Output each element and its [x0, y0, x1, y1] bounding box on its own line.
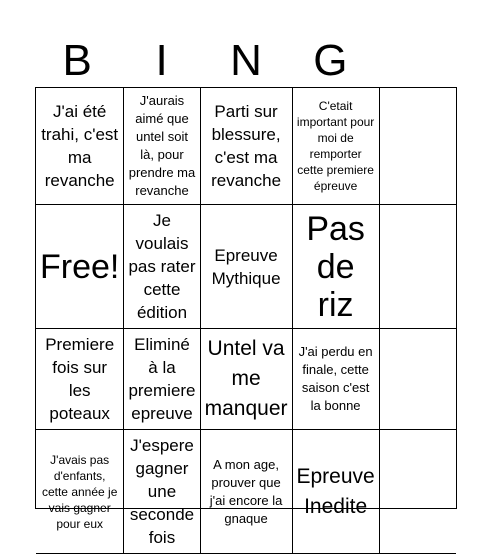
- cell-text: J'espere gagner une seconde fois: [129, 436, 195, 547]
- cell-text: A mon age, prouver que j'ai encore la gnaque: [209, 456, 283, 526]
- bingo-cell-r4c2[interactable]: [124, 430, 200, 554]
- cell-text: Untel va me manquer: [204, 337, 288, 420]
- cell-text: J'ai perdu en finale, cette saison c'est la bonne: [298, 344, 373, 413]
- bingo-cell-r1c5[interactable]: [380, 88, 456, 205]
- cell-text: Eliminé à la premiere epreuve: [128, 335, 196, 423]
- header-letter-n: N: [230, 36, 262, 85]
- header-letter-g: G: [313, 36, 348, 85]
- cell-text: C'etait important pour moi de remporter cette premiere épreuve: [296, 99, 375, 193]
- cell-text: Epreuve Inedite: [296, 464, 375, 518]
- cell-text: J'ai été trahi, c'est ma revanche: [41, 102, 119, 190]
- bingo-cell-r3c1[interactable]: [36, 329, 124, 430]
- bingo-cell-r4c3[interactable]: [201, 430, 293, 554]
- bingo-cell-r4c4[interactable]: [293, 430, 380, 554]
- cell-text: Je voulais pas rater cette édition: [128, 211, 196, 322]
- cell-text: Premiere fois sur les poteaux: [45, 335, 115, 423]
- header-letter-b: B: [62, 36, 92, 85]
- bingo-cell-r2c4[interactable]: [293, 205, 380, 329]
- cell-text: Epreuve Mythique: [211, 245, 281, 288]
- cell-text: J'avais pas d'enfants, cette année je vais gagner pour eux: [41, 452, 118, 531]
- bingo-cell-r2c1[interactable]: [36, 205, 124, 329]
- bingo-cell-r3c5[interactable]: [380, 329, 456, 430]
- bingo-cell-r2c2[interactable]: [124, 205, 200, 329]
- bingo-cell-r3c4[interactable]: [293, 329, 380, 430]
- cell-text: Free!: [40, 247, 120, 286]
- cell-text: Pas de riz: [306, 209, 365, 324]
- bingo-cell-r2c3[interactable]: [201, 205, 293, 329]
- bingo-cell-r4c1[interactable]: [36, 430, 124, 554]
- cell-text: J'aurais aimé que untel soit là, pour prendre ma revanche: [128, 93, 196, 198]
- cell-text: Parti sur blessure, c'est ma revanche: [211, 102, 282, 190]
- bingo-cell-r3c3[interactable]: [201, 329, 293, 430]
- bingo-grid: [35, 87, 457, 547]
- bingo-header: [35, 36, 457, 86]
- bingo-cell-r1c3[interactable]: [201, 88, 293, 205]
- bingo-cell-r1c4[interactable]: [293, 88, 380, 205]
- bingo-cell-r4c5[interactable]: [380, 430, 456, 554]
- header-letter-i: I: [155, 36, 168, 85]
- bingo-cell-r1c2[interactable]: [124, 88, 200, 205]
- bingo-cell-r1c1[interactable]: [36, 88, 124, 205]
- bingo-cell-r2c5[interactable]: [380, 205, 456, 329]
- bingo-cell-r3c2[interactable]: [124, 329, 200, 430]
